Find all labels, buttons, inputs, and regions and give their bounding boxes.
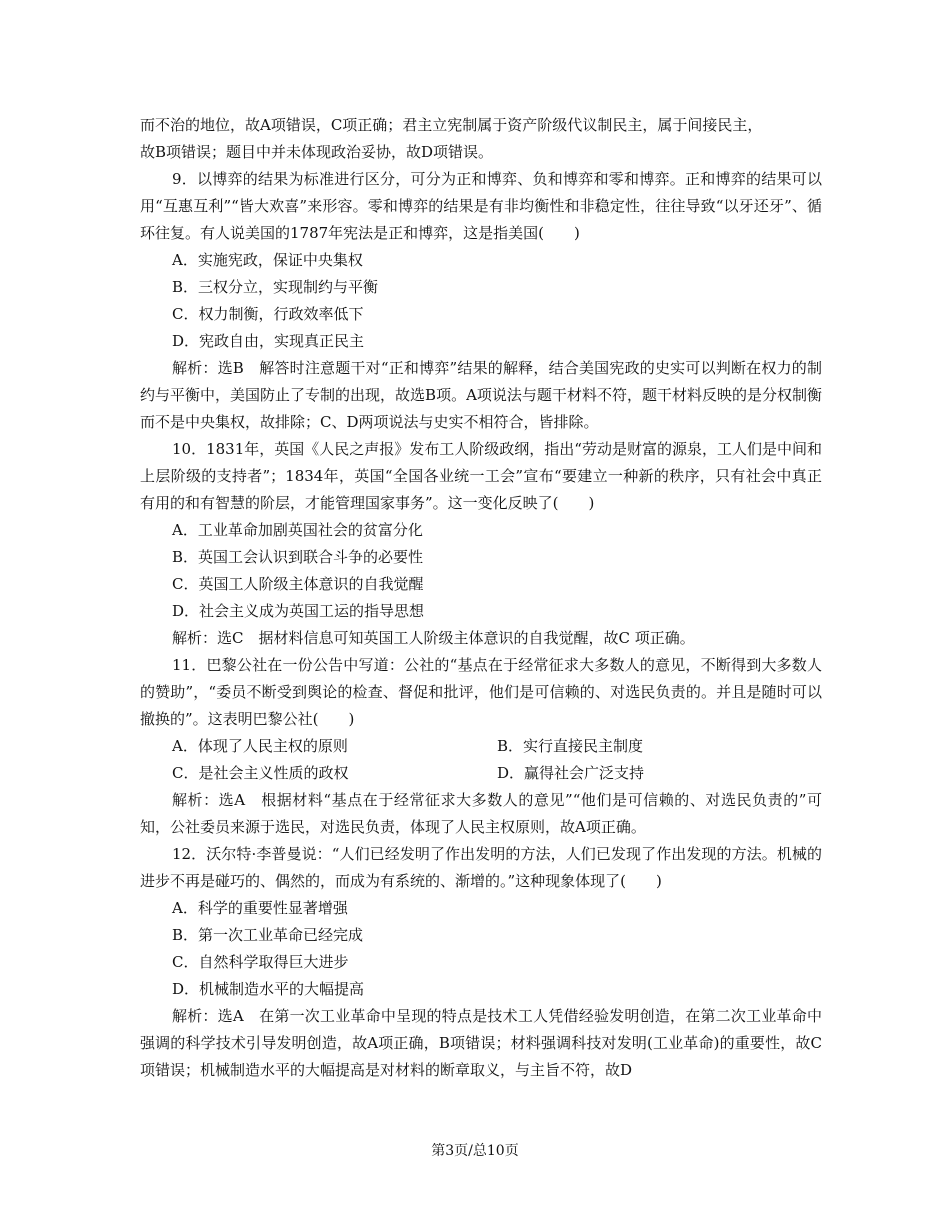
question-11-options-row-2 — [140, 760, 822, 787]
question-12-stem: 12．沃尔特·李普曼说：“人们已经发明了作出发明的方法，人们已发现了作出发现的方法。机械的进步不再是碰巧的、偶然的，而成为有系统的、渐增的。”这种现象体现了( ) — [140, 845, 822, 890]
text-line: 而不治的地位，故A项错误，C项正确；君主立宪制属于资产阶级代议制民主，属于间接民主， — [140, 116, 763, 134]
question-10-option-c: C．英国工人阶级主体意识的自我觉醒 — [172, 575, 424, 593]
question-10-option-b: B．英国工会认识到联合斗争的必要性 — [172, 548, 424, 566]
question-11-option-a: A．体现了人民主权的原则 — [172, 737, 348, 755]
question-9-stem: 9．以博弈的结果为标准进行区分，可分为正和博弈、负和博弈和零和博弈。正和博弈的结果可以用“互惠互利”“皆大欢喜”来形容。零和博弈的结果是有非均衡性和非稳定性，往往导致“以牙还牙”、循环往复。有人说美国的1787年宪法是正和博弈，这是指美国( ) — [140, 170, 822, 242]
question-11-analysis: 解析：选A 根据材料“基点在于经常征求大多数人的意见”“他们是可信赖的、对选民负责的”可知，公社委员来源于选民，对选民负责，体现了人民主权原则，故A项正确。 — [140, 791, 822, 836]
page-number-footer: 第3页/总10页 — [431, 1143, 519, 1159]
question-10-option-a: A．工业革命加剧英国社会的贫富分化 — [172, 521, 423, 539]
text-line: 故B项错误；题目中并未体现政治妥协，故D项错误。 — [140, 143, 494, 161]
question-11-option-c: C．是社会主义性质的政权 — [172, 764, 349, 782]
question-10-option-d: D．社会主义成为英国工运的指导思想 — [172, 602, 425, 620]
question-11-option-d: D．赢得社会广泛支持 — [497, 764, 645, 782]
document-body — [140, 112, 822, 1084]
question-11-options-row-1 — [140, 733, 822, 760]
question-9-option-a: A．实施宪政，保证中央集权 — [172, 251, 363, 269]
question-9-option-b: B．三权分立，实现制约与平衡 — [172, 278, 379, 296]
question-10-analysis: 解析：选C 据材料信息可知英国工人阶级主体意识的自我觉醒，故C 项正确。 — [172, 629, 695, 647]
question-9-analysis: 解析：选B 解答时注意题干对“正和博弈”结果的解释，结合美国宪政的史实可以判断在权力的制约与平衡中，美国防止了专制的出现，故选B项。A项说法与题干材料不符，题干材料反映的是分权制衡而不是中央集权，故排除；C、D两项说法与史实不相符合，皆排除。 — [140, 359, 822, 431]
question-9-option-c: C．权力制衡，行政效率低下 — [172, 305, 364, 323]
question-12-option-d: D．机械制造水平的大幅提高 — [172, 980, 365, 998]
question-11-stem: 11．巴黎公社在一份公告中写道：公社的“基点在于经常征求大多数人的意见，不断得到大多数人的赞助”，“委员不断受到舆论的检查、督促和批评，他们是可信赖的、对选民负责的。并且是随时可以撤换的”。这表明巴黎公社( ) — [140, 656, 822, 728]
question-11-option-b: B．实行直接民主制度 — [497, 737, 644, 755]
question-12-analysis: 解析：选A 在第一次工业革命中呈现的特点是技术工人凭借经验发明创造，在第二次工业革命中强调的科学技术引导发明创造，故A项正确，B项错误；材料强调科技对发明(工业革命)的重要性，故C项错误；机械制造水平的大幅提高是对材料的断章取义，与主旨不符，故D — [140, 1007, 822, 1079]
question-10-stem: 10．1831年，英国《人民之声报》发布工人阶级政纲，指出“劳动是财富的源泉，工人们是中间和上层阶级的支持者”；1834年，英国“全国各业统一工会”宣布“要建立一种新的秩序，只有社会中真正有用的和有智慧的阶层，才能管理国家事务”。这一变化反映了( ) — [140, 440, 822, 512]
question-12-option-c: C．自然科学取得巨大进步 — [172, 953, 349, 971]
question-9-option-d: D．宪政自由，实现真正民主 — [172, 332, 365, 350]
question-12-option-b: B．第一次工业革命已经完成 — [172, 926, 364, 944]
question-12-option-a: A．科学的重要性显著增强 — [172, 899, 348, 917]
